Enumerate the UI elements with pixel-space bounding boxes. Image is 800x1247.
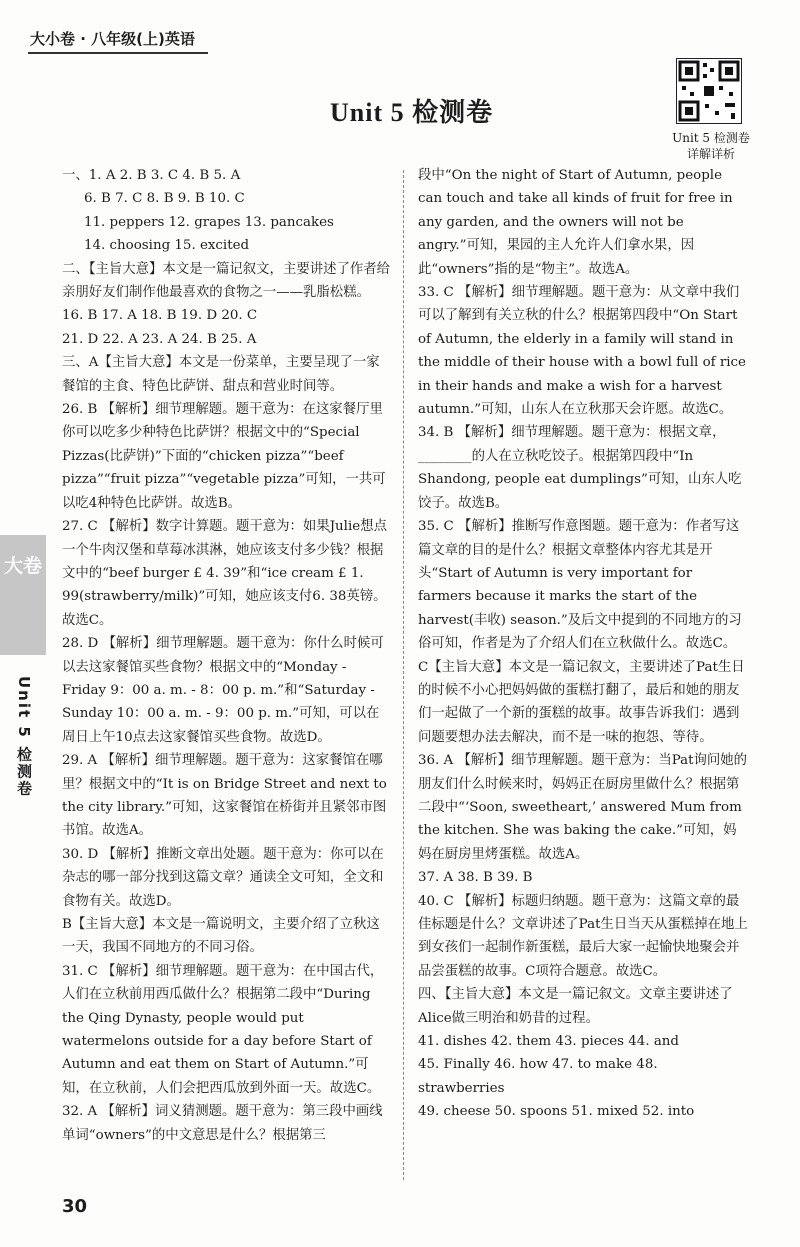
- answer-line: 16. B 17. A 18. B 19. D 20. C: [62, 308, 258, 324]
- explanation: 35. C 【解析】推断写作意图题。题干意为：作者写这篇文章的目的是什么？根据文章整体内容尤其是开头“Start of Autumn is very important for farmers because it marks the start of the harvest(丰收) season.”及后文中提到的不同地方的习俗可知，作者是为了介绍人们在立秋做什么。故选C。: [418, 519, 742, 652]
- answer-line: 37. A 38. B 39. B: [418, 870, 533, 886]
- explanation: 27. C 【解析】数字计算题。题干意为：如果Julie想点一个牛肉汉堡和草莓冰淇淋，她应该支付多少钱？根据文中的“beef burger £ 4. 39”和“ice cream £ 1. 99(strawberry/milk)”可知，她应该支付6. 38英镑。故选C。: [62, 519, 387, 628]
- explanation: 段中“On the night of Start of Autumn, people can touch and take all kinds of fruit for free in any garden, and the owners will not be angry.”可知，果园的主人允许人们拿水果，因此“owners”指的是“物主”。故选A。: [418, 168, 733, 277]
- explanation: 26. B 【解析】细节理解题。题干意为：在这家餐厅里你可以吃多少种特色比萨饼？根据文中的“Special Pizzas(比萨饼)”下面的“chicken pizza”“beef pizza”“fruit pizza”“vegetable pizza”可知，一共可以吃4种特色比萨饼。故选B。: [62, 402, 386, 511]
- main-idea: 四、【主旨大意】本文是一篇记叙文。文章主要讲述了Alice做三明治和奶昔的过程。: [418, 987, 733, 1026]
- main-idea: 二、【主旨大意】本文是一篇记叙文，主要讲述了作者给亲朋好友们制作他最喜欢的食物之一——乳脂松糕。: [62, 261, 391, 301]
- side-tab: [0, 535, 46, 655]
- qr-caption-line2: 详解详析: [686, 147, 735, 161]
- page-number: 30: [62, 1196, 88, 1217]
- answer-line: 49. cheese 50. spoons 51. mixed 52. into: [418, 1104, 695, 1120]
- side-unit-label: Unit 5 检测卷: [15, 676, 33, 798]
- explanation: 32. A 【解析】词义猜测题。题干意为：第三段中画线单词“owners”的中文意思是什么？根据第三: [62, 1104, 383, 1143]
- explanation: 29. A 【解析】细节理解题。题干意为：这家餐馆在哪里？根据文中的“It is on Bridge Street and next to the city library.”可知，这家餐馆在桥街并且紧邻市图书馆。故选A。: [62, 753, 387, 839]
- answer-line: 一、1. A 2. B 3. C 4. B 5. A: [62, 168, 241, 183]
- qr-caption: [666, 130, 756, 162]
- main-idea: B【主旨大意】本文是一篇说明文，主要介绍了立秋这一天，我国不同地方的不同习俗。: [62, 917, 380, 956]
- explanation: 28. D 【解析】细节理解题。题干意为：你什么时候可以去这家餐馆买些食物？根据文中的“Monday - Friday 9：00 a. m. - 8：00 p. m.”和“Saturday - Sunday 10：00 a. m. - 9：00 p. m.”可知，可以在周日上午10点去这家餐馆买些食物。故选D。: [62, 636, 384, 745]
- qr-code-icon[interactable]: [676, 58, 742, 124]
- explanation: 34. B 【解析】细节理解题。题干意为：根据文章，________的人在立秋吃饺子。根据第四段中“In Shandong, people eat dumplings”可知，山东人吃饺子。故选B。: [418, 425, 742, 511]
- explanation: 30. D 【解析】推断文章出处题。题干意为：你可以在杂志的哪一部分找到这篇文章？通读全文可知，全文和食物有关。故选D。: [62, 846, 384, 909]
- explanation: 33. C 【解析】细节理解题。题干意为：从文章中我们可以了解到有关立秋的什么？根据第四段中“On Start of Autumn, the elderly in a family will stand in the middle of their house with a bowl full of rice in their hands and make a wish for a harvest autumn.”可知，山东人在立秋那天会许愿。故选C。: [418, 285, 746, 418]
- answer-line: 21. D 22. A 23. A 24. B 25. A: [62, 331, 257, 347]
- answer-line: 45. Finally 46. how 47. to make 48. strawberries: [418, 1057, 658, 1096]
- qr-caption-line1: Unit 5 检测卷: [672, 131, 750, 145]
- answer-line: 41. dishes 42. them 43. pieces 44. and: [418, 1034, 680, 1050]
- left-column: [62, 164, 392, 1147]
- explanation: 40. C 【解析】标题归纳题。题干意为：这篇文章的最佳标题是什么？文章讲述了Pat生日当天从蛋糕掉在地上到女孩们一起制作新蛋糕，最后大家一起愉快地聚会并品尝蛋糕的故事。C项符合题意。故选C。: [418, 893, 748, 979]
- page-title: Unit 5 检测卷: [330, 98, 494, 127]
- right-column: [418, 164, 748, 1124]
- explanation: 36. A 【解析】细节理解题。题干意为：当Pat询问她的朋友们什么时候来时，妈妈正在厨房里做什么？根据第二段中“‘Soon, sweetheart,’ answered Mum from the kitchen. She was baking the cake.”可知，妈妈在厨房里烤蛋糕。故选A。: [418, 753, 748, 862]
- answer-line: 14. choosing 15. excited: [84, 238, 250, 254]
- answer-line: 6. B 7. C 8. B 9. B 10. C: [84, 191, 245, 207]
- header-rule: [28, 52, 208, 54]
- side-tab-label: 大卷: [3, 555, 42, 577]
- column-divider: [403, 170, 404, 1180]
- main-idea: C【主旨大意】本文是一篇记叙文，主要讲述了Pat生日的时候不小心把妈妈做的蛋糕打翻了，最后和她的朋友们一起做了一个新的蛋糕的故事。故事告诉我们：遇到问题要想办法去解决，而不是一味的抱怨、等待。: [418, 659, 745, 745]
- explanation: 31. C 【解析】细节理解题。题干意为：在中国古代，人们在立秋前用西瓜做什么？根据第二段中“During the Qing Dynasty, people would put watermelons outside for a day before Start of Autumn and eat them on Start of Autumn.”可知，在立秋前，人们会把西瓜放到外面一天。故选C。: [62, 963, 384, 1096]
- main-idea: 三、A【主旨大意】本文是一份菜单，主要呈现了一家餐馆的主食、特色比萨饼、甜点和营业时间等。: [62, 355, 380, 394]
- book-header: 大小卷 · 八年级(上)英语: [30, 30, 195, 48]
- answer-line: 11. peppers 12. grapes 13. pancakes: [84, 214, 334, 230]
